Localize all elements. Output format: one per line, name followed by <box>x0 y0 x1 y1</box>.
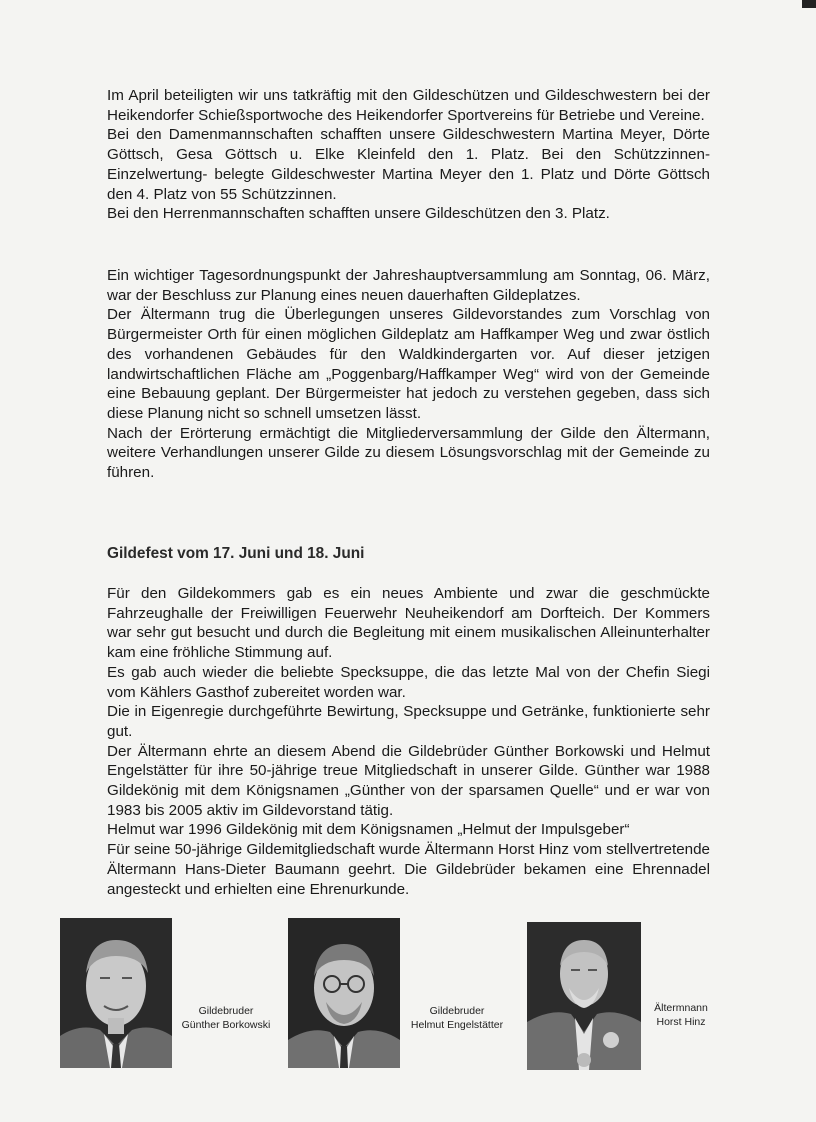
caption-line: Günther Borkowski <box>181 1019 271 1031</box>
paragraph: Für seine 50-jährige Gildemitgliedschaft wurde Ältermann Horst Hinz vom stellvertretende Ältermann Hans-Dieter Baumann geehrt. Die Gildebrüder bekamen eine Ehrennadel angesteckt und erhielten eine Ehrenurkunde. <box>107 841 710 898</box>
caption-line: Ältermnann <box>654 1002 708 1014</box>
caption-line: Gildebruder <box>429 1005 485 1017</box>
paragraph: Ein wichtiger Tagesordnungspunkt der Jahreshauptversammlung am Sonntag, 06. März, war der Beschluss zur Planung eines neuen dauerhaften Gildeplatzes. <box>107 267 710 304</box>
photo-caption-engelstaetter <box>402 1004 512 1032</box>
paragraph: Die in Eigenregie durchgeführte Bewirtung, Specksuppe und Getränke, funktionierte sehr gut. <box>107 703 710 740</box>
paragraph: Es gab auch wieder die beliebte Specksuppe, die das letzte Mal von der Chefin Siegi vom Kählers Gasthof zubereitet worden war. <box>107 663 710 701</box>
paragraph: Helmut war 1996 Gildekönig mit dem Königsnamen „Helmut der Impulsgeber“ <box>107 821 630 839</box>
caption-line: Gildebruder <box>198 1005 254 1017</box>
paragraph: Im April beteiligten wir uns tatkräftig mit den Gildeschützen und Gildeschwestern bei der Heikendorfer Schießsportwoche des Heikendorfer Sportvereins für Betriebe und Vereine. <box>107 87 710 124</box>
portrait-photo-hinz <box>527 922 641 1070</box>
paragraph: Bei den Damenmannschaften schafften unsere Gildeschwestern Martina Meyer, Dörte Göttsch, Gesa Göttsch u. Elke Kleinfeld den 1. Platz. Bei den Schützzinnen- Einzelwertung- belegte Gildeschwester Martina Meyer den 1. Platz und Dörte Göttsch den 4. Platz von 55 Schützzinnen. <box>107 126 710 203</box>
paragraph: Der Ältermann trug die Überlegungen unseres Gildevorstandes zum Vorschlag von Bürgermeister Orth für einen möglichen Gildeplatz am Haffkamper Weg und zwar östlich des vorhandenen Gebäudes für den Waldkindergarten vor. Auf dieser jetzigen landwirtschaftlichen Fläche am „Poggenbarg/Haffkamper Weg“ wird von der Gemeinde eine Bebauung geplant. Der Bürgermeister hat jedoch zu verstehen gegeben, dass sich diese Planung nicht so schnell umsetzen lässt. <box>107 306 710 422</box>
photo-caption-borkowski <box>176 1004 276 1032</box>
section-heading: Gildefest vom 17. Juni und 18. Juni <box>107 545 365 562</box>
text-block-jahreshauptversammlung <box>107 266 710 483</box>
caption-line: Helmut Engelstätter <box>410 1019 504 1031</box>
text-block-schiesssportwoche <box>107 86 710 224</box>
text-block-gildefest <box>107 584 710 899</box>
photo-caption-hinz <box>642 1001 720 1029</box>
paragraph: Für den Gildekommers gab es ein neues Ambiente und zwar die geschmückte Fahrzeughalle der Freiwilligen Feuerwehr Neuheikendorf am Dorfteich. Der Kommers war sehr gut besucht und durch die Begleitung mit einem musikalischen Alleinunterhalter kam eine fröhliche Stimmung auf. <box>107 585 710 662</box>
portrait-photo-borkowski <box>60 918 172 1068</box>
paragraph: Nach der Erörterung ermächtigt die Mitgliederversammlung der Gilde den Ältermann, weitere Verhandlungen unserer Gilde zu diesem Lösungsvorschlag mit der Gemeinde zu führen. <box>107 424 710 482</box>
caption-line: Horst Hinz <box>656 1016 706 1028</box>
paragraph: Der Ältermann ehrte an diesem Abend die Gildebrüder Günther Borkowski und Helmut Engelstätter für ihre 50-jährige treue Mitgliedschaft in unserer Gilde. Günther war 1988 Gildekönig mit dem Königsnamen „Günther von der sparsamen Quelle“ und er war von 1983 bis 2005 aktiv im Gildevorstand tätig. <box>107 742 710 819</box>
paragraph: Bei den Herrenmannschaften schafften unsere Gildeschützen den 3. Platz. <box>107 205 610 223</box>
scan-corner-mark <box>802 0 816 8</box>
portrait-photo-engelstaetter <box>288 918 400 1068</box>
